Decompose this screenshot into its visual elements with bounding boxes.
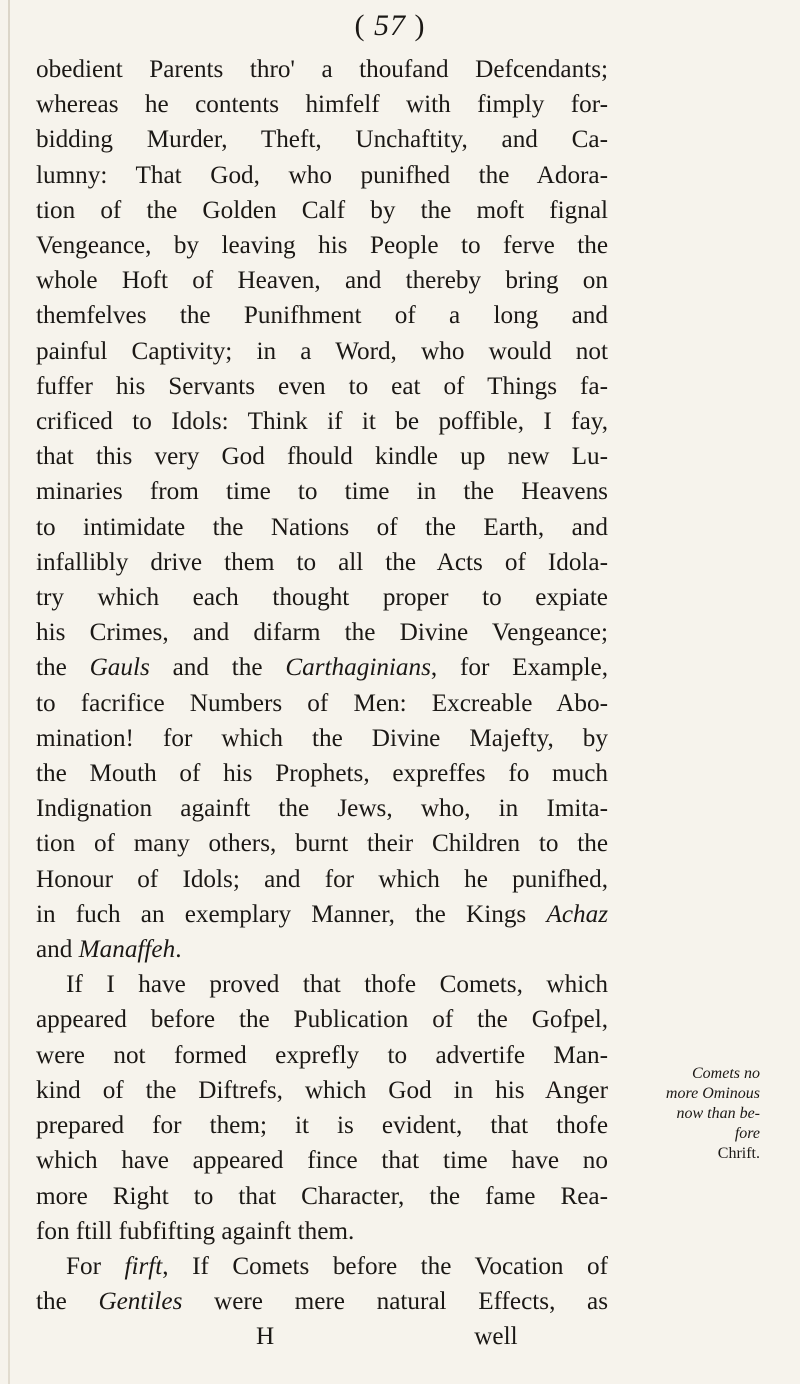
signature-line [36,1319,608,1354]
text-line: that this very God fhould kindle up new Lu- [36,443,608,471]
text-line: to facrifice Numbers of Men: Excreable Abo- [36,689,608,717]
text-fragment: the [36,1288,99,1316]
italic-gentiles: Gentiles [98,1288,183,1316]
marginal-note-line: now than be- [676,1105,760,1122]
text-fragment: the [36,654,90,682]
catchword: well [474,1323,518,1351]
page-number [330,9,450,43]
italic-gauls: Gauls [89,654,150,682]
text-line: themfelves the Punifhment of a long and [36,302,608,330]
text-fragment: were mere natural Effects, as [182,1288,608,1316]
text-line: appeared before the Publication of the Gofpel, [36,1006,608,1034]
text-line [36,1284,608,1319]
text-line: were not formed exprefly to advertife Man- [36,1041,608,1069]
text-fragment: and the [149,654,286,682]
text-line: tion of many others, burnt their Children to the [36,830,608,858]
text-line: prepared for them; it is evident, that thofe [36,1112,608,1140]
text-line: bidding Murder, Theft, Unchaftity, and Ca- [36,126,608,154]
text-line: infallibly drive them to all the Acts of Idola- [36,548,608,576]
signature-mark: H [256,1323,275,1351]
text-line: If I have proved that thofe Comets, which [66,971,608,999]
marginal-note-line [610,1124,760,1164]
text-line: painful Captivity; in a Word, who would not [36,337,608,365]
text-line [36,897,608,932]
marginal-note-line: Comets no [692,1065,760,1082]
text-line: whereas he contents himfelf with fimply for- [36,91,608,119]
page-edge [8,0,10,1384]
text-fragment: in fuch an exemplary Manner, the Kings [36,900,547,928]
text-fragment: and [36,936,79,964]
text-fragment: . [175,936,182,964]
text-fragment: , If Comets before the Vocation of [162,1252,609,1280]
italic-first: firft [124,1252,163,1280]
text-line: whole Hoft of Heaven, and thereby bring on [36,267,608,295]
text-line: his Crimes, and difarm the Divine Vengeance; [36,619,608,647]
text-line: mination! for which the Divine Majefty, by [36,724,608,752]
text-line: try which each thought proper to expiate [36,584,608,612]
text-line: to intimidate the Nations of the Earth, and [36,513,608,541]
text-line: Honour of Idols; and for which he punifhed, [36,865,608,893]
text-line [36,650,608,685]
text-line: more Right to that Character, the fame Rea- [36,1182,608,1210]
marginal-note-roman: Chrift. [717,1145,760,1162]
text-fragment: , for Example, [430,654,609,682]
folio-close-paren: ) [414,9,426,42]
text-line: fuffer his Servants even to eat of Things fa- [36,372,608,400]
text-line: tion of the Golden Calf by the moft fignal [36,196,608,224]
marginal-note-line: more Ominous [665,1085,760,1102]
text-line: the Mouth of his Prophets, expreffes fo much [36,760,608,788]
folio-open-paren: ( [354,9,366,42]
marginal-note-italic: fore [734,1125,760,1142]
italic-achaz: Achaz [546,900,608,928]
text-fragment: For [66,1252,125,1280]
text-line: crificed to Idols: Think if it be poffible, I fay, [36,408,608,436]
text-line: Indignation againft the Jews, who, in Imita- [36,795,608,823]
italic-manasseh: Manaffeh [78,936,176,964]
text-line [36,932,608,967]
text-line: which have appeared fince that time have no [36,1147,608,1175]
marginal-note [610,1064,760,1164]
text-line: lumny: That God, who punifhed the Adora- [36,161,608,189]
text-line: minaries from time to time in the Heavens [36,478,608,506]
text-line [36,1249,608,1284]
text-line: obedient Parents thro' a thoufand Defcendants; [36,56,608,83]
body-text [36,52,608,1355]
text-line: Vengeance, by leaving his People to ferve the [36,232,608,260]
italic-carthaginians: Carthaginians [285,654,431,682]
folio-number: 57 [374,9,406,42]
text-line: kind of the Diftrefs, which God in his Anger [36,1076,608,1104]
text-line: fon ftill fubfifting againft them. [36,1217,355,1245]
